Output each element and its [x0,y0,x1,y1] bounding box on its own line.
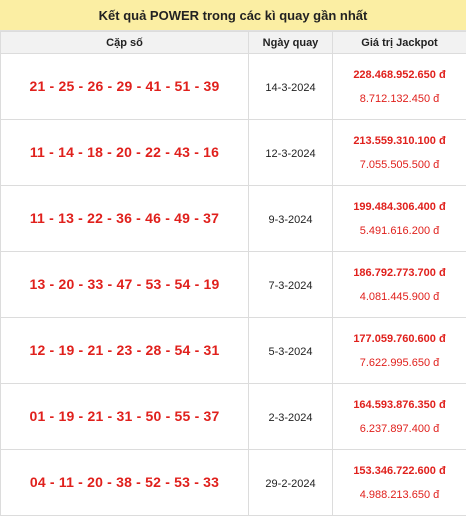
column-header-jackpot: Giá trị Jackpot [333,32,466,54]
draw-date: 29-2-2024 [265,478,315,490]
jackpot-1-value: 177.059.760.600 đ [333,333,466,345]
table-row [1,384,466,450]
winning-numbers: 11 - 14 - 18 - 20 - 22 - 43 - 16 [30,144,219,160]
numbers-cell [1,252,249,318]
jackpot-cell [333,318,466,384]
numbers-cell [1,120,249,186]
numbers-cell [1,384,249,450]
date-cell [249,318,333,384]
jackpot-cell [333,120,466,186]
jackpot-1-value: 186.792.773.700 đ [333,267,466,279]
date-cell [249,120,333,186]
jackpot-2-value: 6.237.897.400 đ [333,423,466,435]
table-row [1,54,466,120]
winning-numbers: 11 - 13 - 22 - 36 - 46 - 49 - 37 [30,210,219,226]
jackpot-1-value: 153.346.722.600 đ [333,465,466,477]
table-row [1,318,466,384]
jackpot-2-value: 4.988.213.650 đ [333,489,466,501]
jackpot-cell [333,252,466,318]
winning-numbers: 01 - 19 - 21 - 31 - 50 - 55 - 37 [29,408,219,424]
jackpot-2-value: 8.712.132.450 đ [333,93,466,105]
winning-numbers: 04 - 11 - 20 - 38 - 52 - 53 - 33 [30,474,219,490]
jackpot-2-value: 4.081.445.900 đ [333,291,466,303]
results-table [0,31,466,516]
panel-title: Kết quả POWER trong các kì quay gần nhất [0,0,466,31]
jackpot-1-value: 228.468.952.650 đ [333,69,466,81]
table-row [1,120,466,186]
table-row [1,186,466,252]
table-row [1,450,466,516]
draw-date: 14-3-2024 [265,82,315,94]
column-header-numbers: Cặp số [1,32,249,54]
jackpot-2-value: 7.055.505.500 đ [333,159,466,171]
date-cell [249,186,333,252]
jackpot-2-value: 5.491.616.200 đ [333,225,466,237]
winning-numbers: 21 - 25 - 26 - 29 - 41 - 51 - 39 [29,78,219,94]
jackpot-cell [333,450,466,516]
jackpot-2-value: 7.622.995.650 đ [333,357,466,369]
draw-date: 12-3-2024 [265,148,315,160]
jackpot-1-value: 199.484.306.400 đ [333,201,466,213]
column-header-date: Ngày quay [249,32,333,54]
jackpot-cell [333,384,466,450]
numbers-cell [1,54,249,120]
date-cell [249,54,333,120]
draw-date: 5-3-2024 [268,346,312,358]
date-cell [249,384,333,450]
table-row [1,252,466,318]
numbers-cell [1,318,249,384]
jackpot-1-value: 213.559.310.100 đ [333,135,466,147]
draw-date: 7-3-2024 [268,280,312,292]
numbers-cell [1,450,249,516]
date-cell [249,450,333,516]
numbers-cell [1,186,249,252]
table-header-row [1,32,466,54]
draw-date: 2-3-2024 [268,412,312,424]
winning-numbers: 13 - 20 - 33 - 47 - 53 - 54 - 19 [29,276,219,292]
jackpot-cell [333,54,466,120]
date-cell [249,252,333,318]
winning-numbers: 12 - 19 - 21 - 23 - 28 - 54 - 31 [29,342,219,358]
jackpot-cell [333,186,466,252]
draw-date: 9-3-2024 [268,214,312,226]
jackpot-1-value: 164.593.876.350 đ [333,399,466,411]
